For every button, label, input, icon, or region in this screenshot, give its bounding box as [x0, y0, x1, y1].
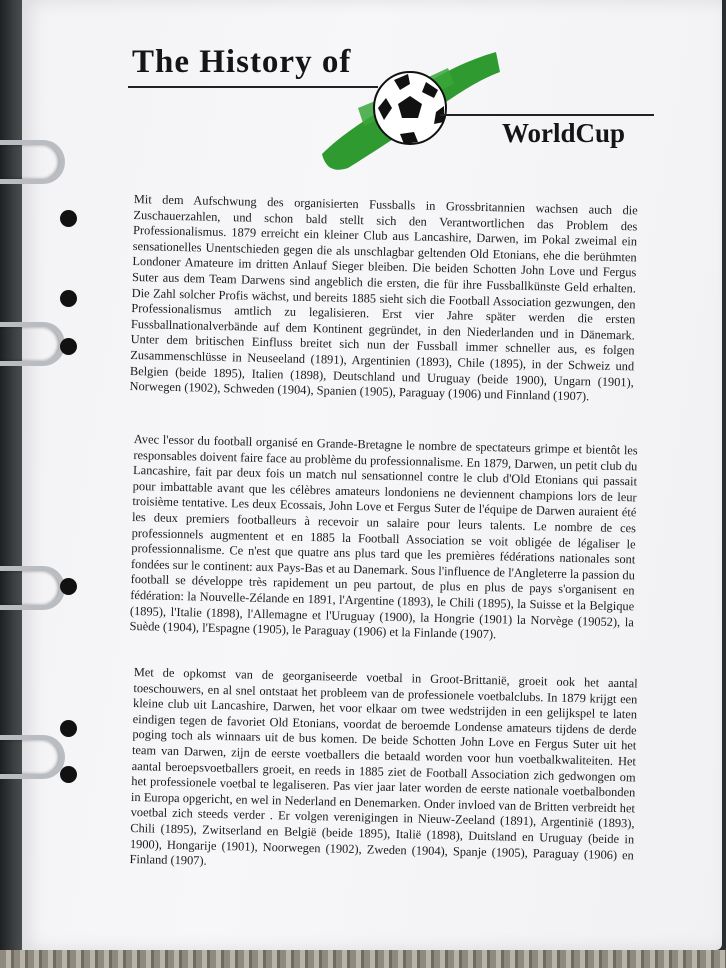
paragraph-french: Avec l'essor du football organisé en Grande-Bretagne le nombre de spectateurs grimpe et bientôt les responsables doivent faire face au problème du professionnalisme. En 1879, Darwen, un petit club du Lancashire, fait par deux fois un match nul sensationnel contre le club d'Old Etonians qui passait pour imbattable avant que les célèbres amateurs londoniens ne deviennent champions lors de leur troisième tentative. Les deux Ecossais, John Love et Fergus Suter de l'équipe de Darwen auraient été les deux premiers footballeurs à recevoir un salaire pour leurs talents. Le nombre de ces professionnels augmentent et en 1885 la Football Association se voit obligée de légaliser le professionnalisme. Ce n'est que quatre ans plus tard que les premières fédérations nationales sont fondées sur le continent: aux Pays-Bas et au Danemark. Sous l'influence de l'Angleterre la passion du football se développe très rapidement un peu partout, de plus en plus de pays s'organisent en fédération: la Nouvelle-Zélande en 1891, l'Argentine (1893), le Chili (1895), la Suisse et la Belgique (1895), l'Italie (1898), l'Allemagne et l'Uruguay (1900), la Hongrie (1901) la Norvège (19052), la Suède (1904), l'Espagne (1905), le Paraguay (1906) et la Finlande (1907). — [129, 432, 638, 642]
paragraph-german: Mit dem Aufschwung des organisierten Fussballs in Grossbritannien wachsen auch die Zuschauerzahlen, und schon bald stellt sich den Verantwortlichen das Problem des Professionalismus. 1879 erreicht ein kleiner Club aus Lancashire, Darwen, im Pokal zweimal ein sensationelles Unentschieden gegen die als unschlagbar geltenden Old Etonians, ehe die berühmten Londoner Amateure im dritten Anlauf Sieger bleiben. Die beiden Schotten John Love und Fergus Suter aus dem Team Darwens sind angeblich die ersten, die für ihre Fussballkünste Geld erhalten. Die Zahl solcher Profis wächst, und bereits 1885 sieht sich die Football Association gezwungen, den Professionalismus amtlich zu legalisieren. Erst vier Jahre später werden die ersten Fussballnationalverbände auf dem Kontinent gegründet, in den Niederlanden und in Dänemark. Unter dem britischen Einfluss breitet sich nun der Fussball immer schneller aus, es folgen Zusammenschlüsse in Neuseeland (1891), Argentinien (1893), Chile (1895), in der Schweiz und Belgien (beide 1895), Italien (1898), Deutschland und Uruguay (beide 1900), Ungarn (1901), Norwegen (1902), Schweden (1904), Spanien (1905), Paraguay (1906) und Finnland (1907). — [129, 192, 638, 404]
punch-hole — [60, 210, 77, 227]
punch-hole — [60, 766, 77, 783]
binder-ring — [0, 140, 65, 184]
punch-hole — [60, 290, 77, 307]
table-surface — [0, 950, 726, 968]
punch-hole — [60, 338, 77, 355]
paragraph-dutch: Met de opkomst van de georganiseerde voetbal in Groot-Brittanië, groeit ook het aantal toeschouwers, en al snel ontstaat het probleem van de professionele voetbalclubs. In 1879 krijgt een kleine club uit Lancashire, Darwen, het voor elkaar om twee wedstrijden in een gelijkspel te laten eindigen tegen de favoriet Old Etonians, voordat de beroemde Londense amateurs tijdens de derde poging toch als winnaars uit de bus komen. De beide Schotten John Love en Fergus Suter uit het team van Darwen, zijn de eerste voetballers die betaald worden voor hun voetbalkwaliteiten. Het aantal beroepsvoetballers groeit, en reeds in 1885 ziet de Football Association zich gedwongen om het professionele voetbal te legaliseren. Pas vier jaar later worden de eerste nationale voetbalbonden in Europa opgericht, en wel in Nederland en Denemarken. Onder invloed van de Britten verbreidt het voetbal zich steeds verder . Er volgen verenigingen in Nieuw-Zeeland (1891), Argentinië (1893), Chili (1895), Zwitserland en België (beide 1895), Italië (1898), Duitsland en Uruguay (beide in 1900), Hongarije (1901), Noorwegen (1902), Zweden (1904), Spanje (1905), Paraguay (1906) en Finland (1907). — [129, 665, 638, 868]
soccer-ball-icon — [318, 46, 502, 174]
binder-ring — [0, 566, 65, 610]
title-line-2: WorldCup — [502, 118, 626, 148]
title-rule-right — [440, 114, 654, 116]
binder-ring — [0, 735, 65, 779]
punch-hole — [60, 720, 77, 737]
binder-ring — [0, 322, 65, 366]
punch-hole — [60, 578, 77, 595]
title-line-1: The History of — [132, 44, 352, 80]
